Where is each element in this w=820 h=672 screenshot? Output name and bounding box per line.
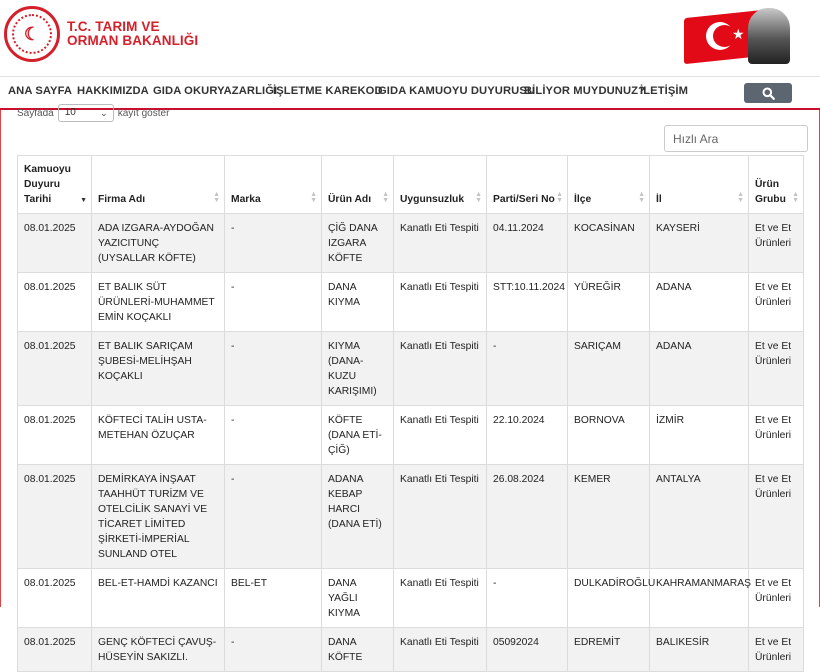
cell-group: Et ve Et Ürünleri xyxy=(749,628,804,672)
cell-date: 08.01.2025 xyxy=(18,214,92,273)
portrait-image xyxy=(748,8,790,64)
cell-firm: BEL-ET-HAMDİ KAZANCI xyxy=(92,569,225,628)
chevron-down-icon: ⌄ xyxy=(100,108,108,118)
table-row xyxy=(18,628,804,672)
cell-date: 08.01.2025 xyxy=(18,569,92,628)
cell-brand: - xyxy=(225,214,322,273)
table-row xyxy=(18,406,804,465)
cell-batch: 05092024 xyxy=(487,628,568,672)
cell-product: ADANA KEBAP HARCI (DANA ETİ) xyxy=(322,465,394,569)
cell-province: İZMİR xyxy=(650,406,749,465)
cell-province: ADANA xyxy=(650,332,749,406)
cell-batch: 26.08.2024 xyxy=(487,465,568,569)
column-header-product[interactable]: Ürün Adı ▲ ▼ xyxy=(322,156,394,214)
cell-brand: - xyxy=(225,628,322,672)
logo-line-2: ORMAN BAKANLIĞI xyxy=(67,33,199,48)
search-icon xyxy=(762,87,775,100)
cell-brand: - xyxy=(225,273,322,332)
table-row xyxy=(18,465,804,569)
column-header-firm[interactable]: Firma Adı ▲ ▼ xyxy=(92,156,225,214)
nav-item-ana-sayfa[interactable]: ANA SAYFA xyxy=(8,85,73,97)
ministry-logo[interactable] xyxy=(4,6,198,62)
cell-product: DANA YAĞLI KIYMA xyxy=(322,569,394,628)
cell-district: EDREMİT xyxy=(568,628,650,672)
table-body xyxy=(18,214,804,672)
main-content xyxy=(0,107,820,663)
cell-province: KAYSERİ xyxy=(650,214,749,273)
cell-date: 08.01.2025 xyxy=(18,273,92,332)
column-header-district[interactable]: İlçe ▲ ▼ xyxy=(568,156,650,214)
cell-province: BALIKESİR xyxy=(650,628,749,672)
cell-product: DANA KÖFTE xyxy=(322,628,394,672)
page-size-value: 10 xyxy=(64,107,76,118)
nav-item-gida-okuryazarligi[interactable]: GIDA OKURYAZARLIĞI xyxy=(153,85,278,97)
cell-group: Et ve Et Ürünleri xyxy=(749,273,804,332)
column-header-brand[interactable]: Marka ▲ ▼ xyxy=(225,156,322,214)
table-row xyxy=(18,332,804,406)
sort-desc-icon: ▼ xyxy=(80,197,87,204)
nav-item-isletme-karekod[interactable]: İŞLETME KAREKOD xyxy=(273,85,383,97)
table-row xyxy=(18,214,804,273)
cell-nonconformity: Kanatlı Eti Tespiti xyxy=(394,569,487,628)
ministry-seal-icon: ☾ xyxy=(4,6,60,62)
cell-firm: ET BALIK SÜT ÜRÜNLERİ-MUHAMMET EMİN KOÇAKLI xyxy=(92,273,225,332)
cell-brand: - xyxy=(225,465,322,569)
cell-batch: STT:10.11.2024 xyxy=(487,273,568,332)
cell-province: ADANA xyxy=(650,273,749,332)
cell-firm: ET BALIK SARIÇAM ŞUBESİ-MELİHŞAH KOÇAKLI xyxy=(92,332,225,406)
page-size-control xyxy=(17,104,169,122)
cell-nonconformity: Kanatlı Eti Tespiti xyxy=(394,214,487,273)
cell-group: Et ve Et Ürünleri xyxy=(749,406,804,465)
cell-nonconformity: Kanatlı Eti Tespiti xyxy=(394,406,487,465)
sort-icon: ▲ ▼ xyxy=(556,191,563,204)
cell-district: KOCASİNAN xyxy=(568,214,650,273)
cell-firm: GENÇ KÖFTECİ ÇAVUŞ-HÜSEYİN SAKIZLI. xyxy=(92,628,225,672)
cell-province: KAHRAMANMARAŞ xyxy=(650,569,749,628)
logo-line-1: T.C. TARIM VE xyxy=(67,19,160,34)
cell-district: YÜREĞİR xyxy=(568,273,650,332)
cell-date: 08.01.2025 xyxy=(18,332,92,406)
cell-date: 08.01.2025 xyxy=(18,465,92,569)
cell-group: Et ve Et Ürünleri xyxy=(749,465,804,569)
flag-portrait-banner: ★ xyxy=(684,8,790,64)
quick-search-input[interactable]: Hızlı Ara xyxy=(664,125,808,152)
cell-nonconformity: Kanatlı Eti Tespiti xyxy=(394,628,487,672)
cell-batch: - xyxy=(487,569,568,628)
cell-district: DULKADİROĞLU xyxy=(568,569,650,628)
cell-product: KÖFTE (DANA ETİ-ÇİĞ) xyxy=(322,406,394,465)
cell-firm: ADA IZGARA-AYDOĞAN YAZICITUNÇ (UYSALLAR KÖFTE) xyxy=(92,214,225,273)
cell-product: KIYMA (DANA-KUZU KARIŞIMI) xyxy=(322,332,394,406)
cell-district: BORNOVA xyxy=(568,406,650,465)
column-header-batch[interactable]: Parti/Seri No ▲ ▼ xyxy=(487,156,568,214)
cell-group: Et ve Et Ürünleri xyxy=(749,332,804,406)
cell-brand: - xyxy=(225,406,322,465)
cell-product: DANA KIYMA xyxy=(322,273,394,332)
column-header-date[interactable]: Kamuoyu Duyuru Tarihi ▼ xyxy=(18,156,92,214)
nav-item-biliyor-muydunuz[interactable]: BİLİYOR MUYDUNUZ? xyxy=(524,85,646,97)
cell-nonconformity: Kanatlı Eti Tespiti xyxy=(394,273,487,332)
cell-product: ÇİĞ DANA IZGARA KÖFTE xyxy=(322,214,394,273)
cell-group: Et ve Et Ürünleri xyxy=(749,569,804,628)
table-row xyxy=(18,273,804,332)
cell-firm: DEMİRKAYA İNŞAAT TAAHHÜT TURİZM VE OTELCİLİK SANAYİ VE TİCARET LİMİTED ŞİRKETİ-İMPERİAL SUNLAND OTEL xyxy=(92,465,225,569)
cell-group: Et ve Et Ürünleri xyxy=(749,214,804,273)
column-header-nonconformity[interactable]: Uygunsuzluk ▲ ▼ xyxy=(394,156,487,214)
nav-item-iletisim[interactable]: İLETİŞİM xyxy=(640,85,689,97)
show-prefix: Sayfada xyxy=(17,107,54,119)
column-header-group[interactable]: Ürün Grubu ▲ ▼ xyxy=(749,156,804,214)
sort-icon: ▲ ▼ xyxy=(475,191,482,204)
nav-item-hakkimizda[interactable]: HAKKIMIZDA xyxy=(77,85,149,97)
sort-icon: ▲ ▼ xyxy=(382,191,389,204)
cell-date: 08.01.2025 xyxy=(18,406,92,465)
sort-icon: ▲ ▼ xyxy=(737,191,744,204)
cell-brand: BEL-ET xyxy=(225,569,322,628)
cell-nonconformity: Kanatlı Eti Tespiti xyxy=(394,465,487,569)
show-suffix: kayıt göster xyxy=(117,107,170,119)
column-header-province[interactable]: İl ▲ ▼ xyxy=(650,156,749,214)
page-size-select[interactable] xyxy=(58,104,114,122)
cell-nonconformity: Kanatlı Eti Tespiti xyxy=(394,332,487,406)
cell-batch: 22.10.2024 xyxy=(487,406,568,465)
search-button[interactable] xyxy=(744,83,792,103)
announcements-table xyxy=(17,155,804,672)
table-header-row xyxy=(18,156,804,214)
cell-brand: - xyxy=(225,332,322,406)
ministry-name xyxy=(67,20,198,48)
cell-batch: - xyxy=(487,332,568,406)
sort-icon: ▲ ▼ xyxy=(310,191,317,204)
sort-icon: ▲ ▼ xyxy=(792,191,799,204)
sort-icon: ▲ ▼ xyxy=(213,191,220,204)
table-row xyxy=(18,569,804,628)
nav-item-gida-kamuoyu-duyurusu[interactable]: GIDA KAMUOYU DUYURUSU xyxy=(378,85,536,97)
cell-district: SARIÇAM xyxy=(568,332,650,406)
cell-batch: 04.11.2024 xyxy=(487,214,568,273)
site-header xyxy=(0,0,820,76)
cell-district: KEMER xyxy=(568,465,650,569)
cell-date: 08.01.2025 xyxy=(18,628,92,672)
cell-province: ANTALYA xyxy=(650,465,749,569)
sort-icon: ▲ ▼ xyxy=(638,191,645,204)
cell-firm: KÖFTECİ TALİH USTA-METEHAN ÖZUÇAR xyxy=(92,406,225,465)
